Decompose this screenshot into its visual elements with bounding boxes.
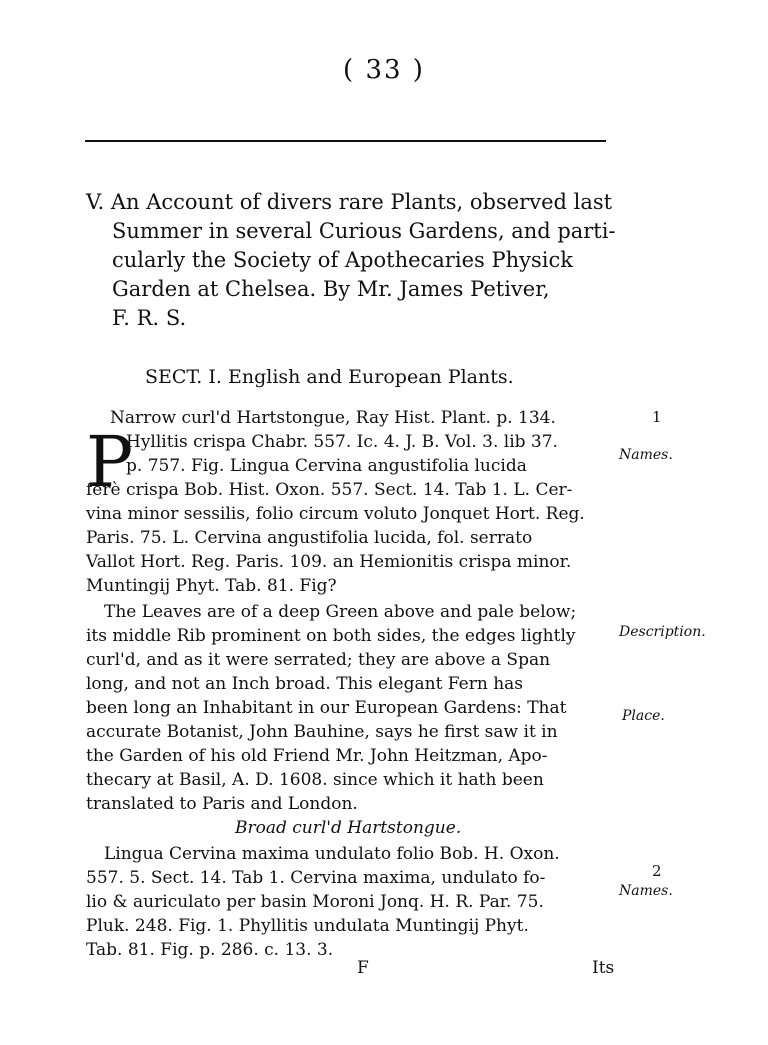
entry-2-heading: Broad curl'd Hartstongue.	[235, 818, 462, 838]
entry-1-line-5: Paris. 75. L. Cervina angustifolia lucida, fol. serrato	[86, 528, 533, 548]
title-line-2: Summer in several Curious Gardens, and parti-	[112, 219, 616, 243]
margin-note-names-2: Names.	[619, 883, 673, 899]
entry-1-line-2: p. 757. Fig. Lingua Cervina angustifolia lucida	[126, 456, 527, 476]
dropcap-letter: P	[86, 421, 134, 503]
description-line-9: translated to Paris and London.	[86, 794, 358, 814]
entry-1-line-4: vina minor sessilis, folio circum voluto Jonquet Hort. Reg.	[86, 504, 585, 524]
entry-1-number: 1	[652, 408, 662, 426]
entry-2-line-4: Pluk. 248. Fig. 1. Phyllitis undulata Muntingij Phyt.	[86, 916, 529, 936]
catchword: Its	[592, 958, 615, 978]
margin-note-names-1: Names.	[619, 447, 673, 463]
margin-note-place: Place.	[622, 708, 665, 724]
signature-mark: F	[357, 958, 369, 978]
entry-2-line-2: 557. 5. Sect. 14. Tab 1. Cervina maxima, undulato fo-	[86, 868, 546, 888]
description-line-4: long, and not an Inch broad. This elegant Fern has	[86, 674, 524, 694]
title-line-1: V. An Account of divers rare Plants, observed last	[86, 190, 613, 214]
entry-1-line-6: Vallot Hort. Reg. Paris. 109. an Hemionitis crispa minor.	[86, 552, 572, 572]
entry-1-line-3: ferè crispa Bob. Hist. Oxon. 557. Sect. 14. Tab 1. L. Cer-	[86, 480, 573, 500]
description-line-3: curl'd, and as it were serrated; they are above a Span	[86, 650, 551, 670]
entry-2-line-1: Lingua Cervina maxima undulato folio Bob. H. Oxon.	[104, 844, 560, 864]
entry-1-line-7: Muntingij Phyt. Tab. 81. Fig?	[86, 576, 337, 596]
entry-2-line-3: lio & auriculato per basin Moroni Jonq. H. R. Par. 75.	[86, 892, 544, 912]
entry-2-line-5: Tab. 81. Fig. p. 286. c. 13. 3.	[86, 940, 334, 960]
description-line-7: the Garden of his old Friend Mr. John Heitzman, Apo-	[86, 746, 548, 766]
title-line-4: Garden at Chelsea. By Mr. James Petiver,	[112, 277, 550, 301]
page-number: ( 33 )	[343, 55, 425, 85]
description-line-2: its middle Rib prominent on both sides, the edges lightly	[86, 626, 576, 646]
title-line-3: cularly the Society of Apothecaries Physick	[112, 248, 573, 272]
section-heading: SECT. I. English and European Plants.	[145, 366, 514, 388]
entry-1-heading: Narrow curl'd Hartstongue, Ray Hist. Plant. p. 134.	[110, 408, 556, 428]
description-line-5: been long an Inhabitant in our European Gardens: That	[86, 698, 567, 718]
description-line-1: The Leaves are of a deep Green above and pale below;	[104, 602, 577, 622]
margin-note-description: Description.	[619, 624, 706, 640]
description-line-6: accurate Botanist, John Bauhine, says he first saw it in	[86, 722, 558, 742]
title-line-5: F. R. S.	[112, 306, 187, 330]
entry-1-line-1: Hyllitis crispa Chabr. 557. Ic. 4. J. B. Vol. 3. lib 37.	[126, 432, 558, 452]
header-rule	[85, 140, 606, 142]
description-line-8: thecary at Basil, A. D. 1608. since which it hath been	[86, 770, 544, 790]
entry-2-number: 2	[652, 862, 662, 880]
